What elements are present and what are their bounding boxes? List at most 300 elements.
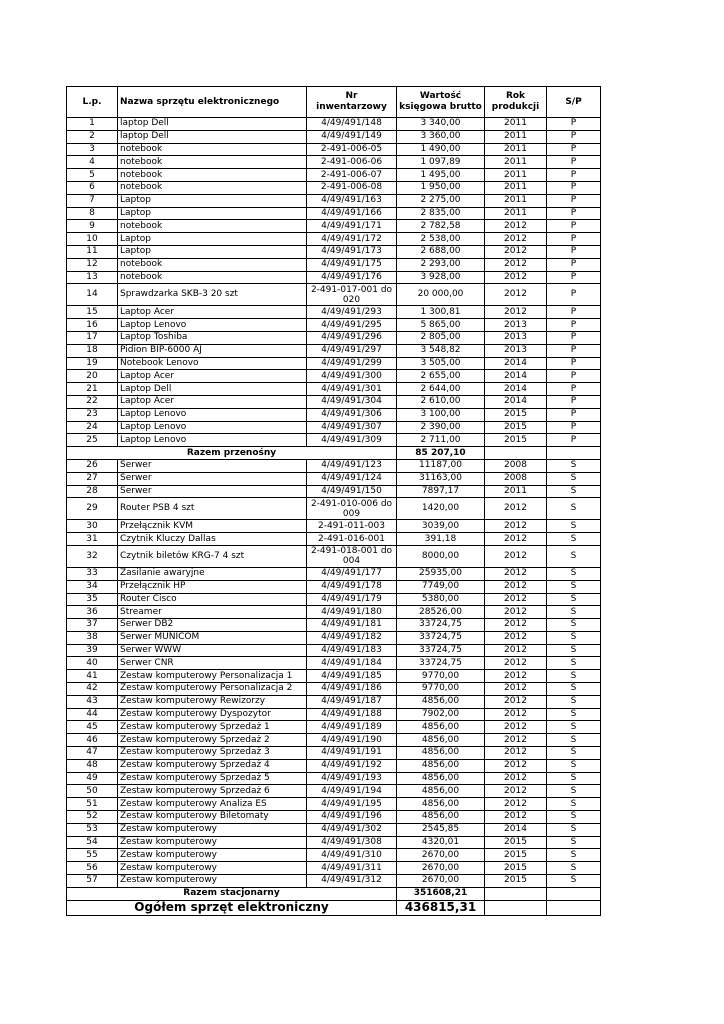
cell-lp: 42 <box>67 683 118 696</box>
table-row <box>67 181 601 194</box>
cell-production-year: 2012 <box>485 233 547 246</box>
table-row <box>67 169 601 182</box>
table-row <box>67 143 601 156</box>
cell-name: Router Cisco <box>118 593 307 606</box>
cell-inventory-number: 4/49/491/179 <box>307 593 397 606</box>
cell-name: Laptop <box>118 245 307 258</box>
cell-inventory-number: 4/49/491/296 <box>307 331 397 344</box>
cell-production-year: 2012 <box>485 245 547 258</box>
cell-inventory-number: 4/49/491/173 <box>307 245 397 258</box>
cell-inventory-number: 4/49/491/180 <box>307 606 397 619</box>
table-row <box>67 408 601 421</box>
grand-total-value: 436815,31 <box>397 900 485 915</box>
cell-production-year: 2012 <box>485 747 547 760</box>
table-row <box>67 836 601 849</box>
cell-sp: P <box>547 370 601 383</box>
cell-name: Czytnik biletów KRG-7 4 szt <box>118 545 307 567</box>
cell-lp: 4 <box>67 156 118 169</box>
cell-book-value: 2670,00 <box>397 862 485 875</box>
table-row <box>67 875 601 888</box>
cell-sp: S <box>547 619 601 632</box>
cell-sp: S <box>547 533 601 546</box>
cell-book-value: 2 805,00 <box>397 331 485 344</box>
cell-name: Zestaw komputerowy Rewizorzy <box>118 695 307 708</box>
cell-name: Zestaw komputerowy Personalizacja 1 <box>118 670 307 683</box>
cell-sp: S <box>547 823 601 836</box>
cell-book-value: 3 100,00 <box>397 408 485 421</box>
cell-book-value: 7749,00 <box>397 580 485 593</box>
cell-name: Czytnik Kluczy Dallas <box>118 533 307 546</box>
cell-lp: 41 <box>67 670 118 683</box>
cell-name: Laptop Lenovo <box>118 434 307 447</box>
cell-production-year: 2013 <box>485 331 547 344</box>
cell-lp: 47 <box>67 747 118 760</box>
cell-lp: 2 <box>67 130 118 143</box>
cell-production-year: 2015 <box>485 862 547 875</box>
cell-name: notebook <box>118 156 307 169</box>
cell-lp: 40 <box>67 657 118 670</box>
subtotal-row <box>67 447 601 460</box>
cell-name: Pidion BIP-6000 AJ <box>118 344 307 357</box>
cell-book-value: 1 490,00 <box>397 143 485 156</box>
cell-inventory-number: 2-491-006-07 <box>307 169 397 182</box>
cell-name: Zestaw komputerowy Sprzedaż 6 <box>118 785 307 798</box>
cell-name: Zestaw komputerowy Sprzedaż 5 <box>118 772 307 785</box>
empty-cell <box>485 887 547 900</box>
table-row <box>67 421 601 434</box>
cell-lp: 29 <box>67 498 118 520</box>
cell-inventory-number: 4/49/491/192 <box>307 759 397 772</box>
cell-lp: 37 <box>67 619 118 632</box>
cell-sp: S <box>547 862 601 875</box>
cell-lp: 12 <box>67 258 118 271</box>
cell-name: Router PSB 4 szt <box>118 498 307 520</box>
cell-book-value: 2 390,00 <box>397 421 485 434</box>
cell-name: Laptop Lenovo <box>118 421 307 434</box>
cell-inventory-number: 4/49/491/302 <box>307 823 397 836</box>
cell-inventory-number: 4/49/491/189 <box>307 721 397 734</box>
cell-book-value: 4856,00 <box>397 695 485 708</box>
cell-production-year: 2015 <box>485 849 547 862</box>
cell-book-value: 4856,00 <box>397 772 485 785</box>
cell-production-year: 2011 <box>485 181 547 194</box>
cell-production-year: 2012 <box>485 785 547 798</box>
cell-inventory-number: 4/49/491/299 <box>307 357 397 370</box>
cell-lp: 5 <box>67 169 118 182</box>
cell-lp: 6 <box>67 181 118 194</box>
header-inventory-number: Nr inwentarzowy <box>307 87 397 118</box>
cell-name: Laptop <box>118 194 307 207</box>
cell-production-year: 2014 <box>485 383 547 396</box>
cell-inventory-number: 4/49/491/191 <box>307 747 397 760</box>
cell-inventory-number: 4/49/491/166 <box>307 207 397 220</box>
cell-lp: 25 <box>67 434 118 447</box>
header-name: Nazwa sprzętu elektronicznego <box>118 87 307 118</box>
cell-sp: P <box>547 357 601 370</box>
cell-sp: P <box>547 383 601 396</box>
cell-inventory-number: 4/49/491/171 <box>307 220 397 233</box>
cell-inventory-number: 4/49/491/308 <box>307 836 397 849</box>
cell-name: Zestaw komputerowy Personalizacja 2 <box>118 683 307 696</box>
cell-sp: P <box>547 258 601 271</box>
cell-sp: S <box>547 772 601 785</box>
cell-production-year: 2011 <box>485 143 547 156</box>
table-row <box>67 194 601 207</box>
cell-inventory-number: 4/49/491/193 <box>307 772 397 785</box>
cell-book-value: 3 548,82 <box>397 344 485 357</box>
cell-sp: P <box>547 408 601 421</box>
table-row <box>67 498 601 520</box>
cell-sp: S <box>547 472 601 485</box>
cell-lp: 38 <box>67 631 118 644</box>
cell-inventory-number: 4/49/491/172 <box>307 233 397 246</box>
cell-lp: 32 <box>67 545 118 567</box>
cell-name: Zestaw komputerowy Sprzedaż 3 <box>118 747 307 760</box>
cell-name: Zestaw komputerowy Sprzedaż 4 <box>118 759 307 772</box>
cell-lp: 21 <box>67 383 118 396</box>
subtotal-label: Razem stacjonarny <box>67 887 397 900</box>
table-row <box>67 258 601 271</box>
cell-book-value: 2 835,00 <box>397 207 485 220</box>
cell-production-year: 2015 <box>485 421 547 434</box>
cell-inventory-number: 4/49/491/178 <box>307 580 397 593</box>
cell-production-year: 2012 <box>485 772 547 785</box>
table-row <box>67 331 601 344</box>
table-row <box>67 823 601 836</box>
cell-name: Zestaw komputerowy <box>118 836 307 849</box>
cell-inventory-number: 2-491-017-001 do 020 <box>307 284 397 306</box>
cell-lp: 55 <box>67 849 118 862</box>
cell-book-value: 28526,00 <box>397 606 485 619</box>
cell-sp: S <box>547 498 601 520</box>
cell-production-year: 2012 <box>485 606 547 619</box>
cell-book-value: 2545,85 <box>397 823 485 836</box>
cell-lp: 8 <box>67 207 118 220</box>
cell-book-value: 391,18 <box>397 533 485 546</box>
subtotal-label: Razem przenośny <box>67 447 397 460</box>
cell-sp: S <box>547 747 601 760</box>
cell-production-year: 2012 <box>485 284 547 306</box>
cell-production-year: 2012 <box>485 580 547 593</box>
cell-inventory-number: 4/49/491/182 <box>307 631 397 644</box>
cell-book-value: 5 865,00 <box>397 319 485 332</box>
cell-book-value: 1 495,00 <box>397 169 485 182</box>
cell-name: Serwer <box>118 472 307 485</box>
table-row <box>67 747 601 760</box>
cell-lp: 54 <box>67 836 118 849</box>
cell-inventory-number: 4/49/491/310 <box>307 849 397 862</box>
cell-inventory-number: 4/49/491/196 <box>307 811 397 824</box>
table-row <box>67 644 601 657</box>
table-row <box>67 271 601 284</box>
cell-book-value: 20 000,00 <box>397 284 485 306</box>
cell-inventory-number: 4/49/491/194 <box>307 785 397 798</box>
table-row <box>67 118 601 131</box>
cell-name: notebook <box>118 271 307 284</box>
cell-production-year: 2014 <box>485 395 547 408</box>
cell-inventory-number: 4/49/491/304 <box>307 395 397 408</box>
table-row <box>67 619 601 632</box>
cell-name: notebook <box>118 143 307 156</box>
cell-sp: S <box>547 695 601 708</box>
cell-sp: P <box>547 233 601 246</box>
cell-name: Zestaw komputerowy Dyspozytor <box>118 708 307 721</box>
table-row <box>67 593 601 606</box>
cell-sp: S <box>547 606 601 619</box>
table-row <box>67 233 601 246</box>
cell-lp: 45 <box>67 721 118 734</box>
cell-sp: P <box>547 284 601 306</box>
cell-production-year: 2012 <box>485 306 547 319</box>
cell-name: Przełącznik KVM <box>118 520 307 533</box>
cell-book-value: 1 300,81 <box>397 306 485 319</box>
table-row <box>67 357 601 370</box>
cell-inventory-number: 4/49/491/297 <box>307 344 397 357</box>
cell-book-value: 2 711,00 <box>397 434 485 447</box>
cell-lp: 20 <box>67 370 118 383</box>
cell-name: Laptop Toshiba <box>118 331 307 344</box>
cell-inventory-number: 4/49/491/312 <box>307 875 397 888</box>
cell-production-year: 2012 <box>485 734 547 747</box>
cell-book-value: 4856,00 <box>397 734 485 747</box>
cell-lp: 39 <box>67 644 118 657</box>
cell-name: Laptop Acer <box>118 370 307 383</box>
table-row <box>67 708 601 721</box>
table-row <box>67 319 601 332</box>
header-row <box>67 87 601 118</box>
cell-production-year: 2012 <box>485 631 547 644</box>
cell-production-year: 2008 <box>485 459 547 472</box>
cell-inventory-number: 4/49/491/149 <box>307 130 397 143</box>
cell-production-year: 2011 <box>485 207 547 220</box>
cell-sp: P <box>547 319 601 332</box>
cell-production-year: 2015 <box>485 408 547 421</box>
cell-production-year: 2013 <box>485 344 547 357</box>
cell-inventory-number: 4/49/491/185 <box>307 670 397 683</box>
table-row <box>67 798 601 811</box>
cell-name: Zestaw komputerowy Sprzedaż 1 <box>118 721 307 734</box>
cell-lp: 24 <box>67 421 118 434</box>
cell-lp: 52 <box>67 811 118 824</box>
cell-lp: 23 <box>67 408 118 421</box>
cell-book-value: 33724,75 <box>397 644 485 657</box>
table-row <box>67 721 601 734</box>
cell-production-year: 2013 <box>485 319 547 332</box>
cell-production-year: 2012 <box>485 721 547 734</box>
cell-book-value: 7897,17 <box>397 485 485 498</box>
cell-lp: 19 <box>67 357 118 370</box>
cell-lp: 1 <box>67 118 118 131</box>
cell-name: Serwer CNR <box>118 657 307 670</box>
cell-production-year: 2015 <box>485 875 547 888</box>
cell-sp: S <box>547 759 601 772</box>
cell-name: notebook <box>118 220 307 233</box>
cell-name: Sprawdzarka SKB-3 20 szt <box>118 284 307 306</box>
table-row <box>67 344 601 357</box>
cell-name: Serwer DB2 <box>118 619 307 632</box>
empty-cell <box>485 900 547 915</box>
cell-lp: 31 <box>67 533 118 546</box>
cell-name: Zestaw komputerowy <box>118 823 307 836</box>
cell-sp: S <box>547 631 601 644</box>
cell-lp: 26 <box>67 459 118 472</box>
cell-lp: 30 <box>67 520 118 533</box>
table-row <box>67 759 601 772</box>
equipment-table <box>66 86 601 916</box>
cell-book-value: 4856,00 <box>397 798 485 811</box>
cell-production-year: 2012 <box>485 533 547 546</box>
cell-inventory-number: 4/49/491/300 <box>307 370 397 383</box>
cell-book-value: 3 340,00 <box>397 118 485 131</box>
grand-total-row <box>67 900 601 915</box>
table-row <box>67 220 601 233</box>
cell-production-year: 2012 <box>485 567 547 580</box>
cell-production-year: 2011 <box>485 169 547 182</box>
cell-production-year: 2014 <box>485 823 547 836</box>
cell-name: Zestaw komputerowy Sprzedaż 2 <box>118 734 307 747</box>
cell-lp: 14 <box>67 284 118 306</box>
cell-production-year: 2012 <box>485 545 547 567</box>
cell-production-year: 2012 <box>485 798 547 811</box>
cell-book-value: 8000,00 <box>397 545 485 567</box>
cell-book-value: 2 655,00 <box>397 370 485 383</box>
cell-book-value: 4856,00 <box>397 747 485 760</box>
cell-lp: 57 <box>67 875 118 888</box>
subtotal-row <box>67 887 601 900</box>
table-row <box>67 207 601 220</box>
cell-production-year: 2011 <box>485 485 547 498</box>
table-row <box>67 485 601 498</box>
cell-inventory-number: 4/49/491/176 <box>307 271 397 284</box>
cell-book-value: 4856,00 <box>397 721 485 734</box>
cell-production-year: 2012 <box>485 657 547 670</box>
cell-name: Laptop <box>118 233 307 246</box>
cell-book-value: 2 644,00 <box>397 383 485 396</box>
cell-lp: 48 <box>67 759 118 772</box>
header-book-value: Wartość księgowa brutto <box>397 87 485 118</box>
table-row <box>67 734 601 747</box>
cell-book-value: 4856,00 <box>397 811 485 824</box>
table-row <box>67 683 601 696</box>
cell-inventory-number: 4/49/491/150 <box>307 485 397 498</box>
cell-sp: P <box>547 344 601 357</box>
cell-sp: P <box>547 181 601 194</box>
cell-production-year: 2011 <box>485 130 547 143</box>
cell-book-value: 1420,00 <box>397 498 485 520</box>
cell-inventory-number: 4/49/491/163 <box>307 194 397 207</box>
cell-production-year: 2011 <box>485 156 547 169</box>
cell-lp: 18 <box>67 344 118 357</box>
cell-production-year: 2011 <box>485 118 547 131</box>
table-row <box>67 306 601 319</box>
cell-inventory-number: 4/49/491/177 <box>307 567 397 580</box>
cell-name: laptop Dell <box>118 130 307 143</box>
table-row <box>67 580 601 593</box>
cell-inventory-number: 4/49/491/293 <box>307 306 397 319</box>
cell-inventory-number: 4/49/491/186 <box>307 683 397 696</box>
cell-production-year: 2012 <box>485 520 547 533</box>
cell-lp: 9 <box>67 220 118 233</box>
cell-lp: 50 <box>67 785 118 798</box>
cell-inventory-number: 4/49/491/195 <box>307 798 397 811</box>
cell-inventory-number: 4/49/491/148 <box>307 118 397 131</box>
cell-book-value: 2 610,00 <box>397 395 485 408</box>
cell-book-value: 9770,00 <box>397 683 485 696</box>
cell-sp: P <box>547 207 601 220</box>
cell-production-year: 2014 <box>485 370 547 383</box>
empty-cell <box>485 447 547 460</box>
cell-sp: S <box>547 657 601 670</box>
cell-lp: 11 <box>67 245 118 258</box>
table-row <box>67 862 601 875</box>
cell-inventory-number: 4/49/491/306 <box>307 408 397 421</box>
table-row <box>67 130 601 143</box>
cell-production-year: 2008 <box>485 472 547 485</box>
cell-name: Zestaw komputerowy Analiza ES <box>118 798 307 811</box>
cell-name: Serwer <box>118 459 307 472</box>
cell-book-value: 7902,00 <box>397 708 485 721</box>
cell-name: Zestaw komputerowy <box>118 862 307 875</box>
cell-production-year: 2012 <box>485 759 547 772</box>
cell-inventory-number: 4/49/491/301 <box>307 383 397 396</box>
cell-sp: P <box>547 118 601 131</box>
cell-inventory-number: 4/49/491/183 <box>307 644 397 657</box>
cell-name: Laptop Acer <box>118 306 307 319</box>
cell-production-year: 2012 <box>485 619 547 632</box>
cell-sp: S <box>547 798 601 811</box>
cell-inventory-number: 4/49/491/184 <box>307 657 397 670</box>
cell-sp: S <box>547 580 601 593</box>
cell-book-value: 1 950,00 <box>397 181 485 194</box>
cell-sp: P <box>547 156 601 169</box>
cell-inventory-number: 4/49/491/190 <box>307 734 397 747</box>
cell-lp: 36 <box>67 606 118 619</box>
cell-sp: S <box>547 567 601 580</box>
cell-book-value: 2670,00 <box>397 875 485 888</box>
table-row <box>67 772 601 785</box>
cell-sp: S <box>547 836 601 849</box>
cell-name: laptop Dell <box>118 118 307 131</box>
cell-sp: S <box>547 593 601 606</box>
table-row <box>67 606 601 619</box>
cell-name: Zasilanie awaryjne <box>118 567 307 580</box>
cell-sp: S <box>547 811 601 824</box>
cell-sp: P <box>547 434 601 447</box>
cell-sp: P <box>547 220 601 233</box>
table-row <box>67 631 601 644</box>
cell-book-value: 31163,00 <box>397 472 485 485</box>
cell-lp: 53 <box>67 823 118 836</box>
cell-production-year: 2012 <box>485 683 547 696</box>
cell-book-value: 4856,00 <box>397 785 485 798</box>
cell-inventory-number: 4/49/491/175 <box>307 258 397 271</box>
cell-lp: 22 <box>67 395 118 408</box>
cell-inventory-number: 2-491-006-08 <box>307 181 397 194</box>
cell-inventory-number: 4/49/491/187 <box>307 695 397 708</box>
cell-name: Zestaw komputerowy Biletomaty <box>118 811 307 824</box>
cell-inventory-number: 4/49/491/311 <box>307 862 397 875</box>
table-row <box>67 472 601 485</box>
cell-book-value: 4320,01 <box>397 836 485 849</box>
cell-sp: P <box>547 331 601 344</box>
cell-production-year: 2012 <box>485 220 547 233</box>
table-row <box>67 370 601 383</box>
empty-cell <box>547 447 601 460</box>
cell-name: notebook <box>118 258 307 271</box>
cell-book-value: 3 505,00 <box>397 357 485 370</box>
cell-book-value: 2 688,00 <box>397 245 485 258</box>
cell-production-year: 2014 <box>485 357 547 370</box>
